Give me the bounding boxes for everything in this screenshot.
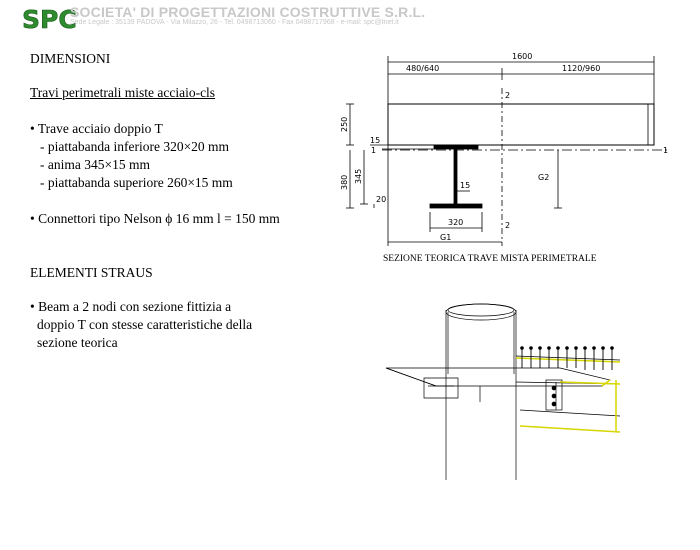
straus-3d-model-image: [380, 298, 650, 483]
line-web: - anima 345×15 mm: [40, 157, 150, 172]
dim-left: 480/640: [406, 64, 440, 73]
dim-total: 1600: [512, 52, 533, 61]
label-g2: G2: [538, 173, 550, 182]
straus-line-3: sezione teorica: [37, 335, 118, 350]
axis-2-bottom: 2: [505, 221, 511, 230]
axis-1-left: 1: [371, 146, 377, 155]
company-address: Sede Legale : 35139 PADOVA - Via Milazzo, 26 - Tel. 0498713060 - Fax 0498717968 - e-mail: spc@tnet.it: [70, 19, 399, 26]
label-g1: G1: [440, 233, 452, 242]
line-bottom-flange: - piattabanda inferiore 320×20 mm: [40, 139, 230, 154]
dim-right: 1120/960: [562, 64, 601, 73]
bullet-steel-beam: • Trave acciaio doppio T: [30, 121, 163, 136]
dim-web-height: 345: [354, 168, 363, 184]
axis-1-right: 1: [663, 146, 669, 155]
dim-flange-bottom: 20: [376, 195, 387, 204]
straus-line-1: • Beam a 2 nodi con sezione fittizia a: [30, 299, 232, 314]
section-caption: SEZIONE TEORICA TRAVE MISTA PERIMETRALE: [383, 254, 597, 264]
dim-slab: 250: [340, 116, 349, 132]
bullet-connectors: • Connettori tipo Nelson ϕ 16 mm l = 150 mm: [30, 211, 280, 226]
logo-text: SPC: [22, 5, 77, 34]
dim-flange-width: 320: [448, 218, 464, 227]
dim-total-height: 380: [340, 174, 349, 190]
heading-straus: ELEMENTI STRAUS: [30, 265, 153, 280]
company-logo: [22, 4, 77, 34]
subheading-beams: Travi perimetrali miste acciaio-cls: [30, 85, 216, 100]
dim-flange-top: 15: [370, 136, 381, 145]
company-name: SOCIETA' DI PROGETTAZIONI COSTRUTTIVE S.R.L.: [70, 4, 426, 20]
beam-section-drawing: [330, 46, 690, 256]
straus-line-2: doppio T con stesse caratteristiche della: [37, 317, 253, 332]
axis-2-top: 2: [505, 91, 511, 100]
heading-dimensions: DIMENSIONI: [30, 51, 111, 66]
dim-web-thk: 15: [460, 181, 471, 190]
line-top-flange: - piattabanda superiore 260×15 mm: [40, 175, 233, 190]
